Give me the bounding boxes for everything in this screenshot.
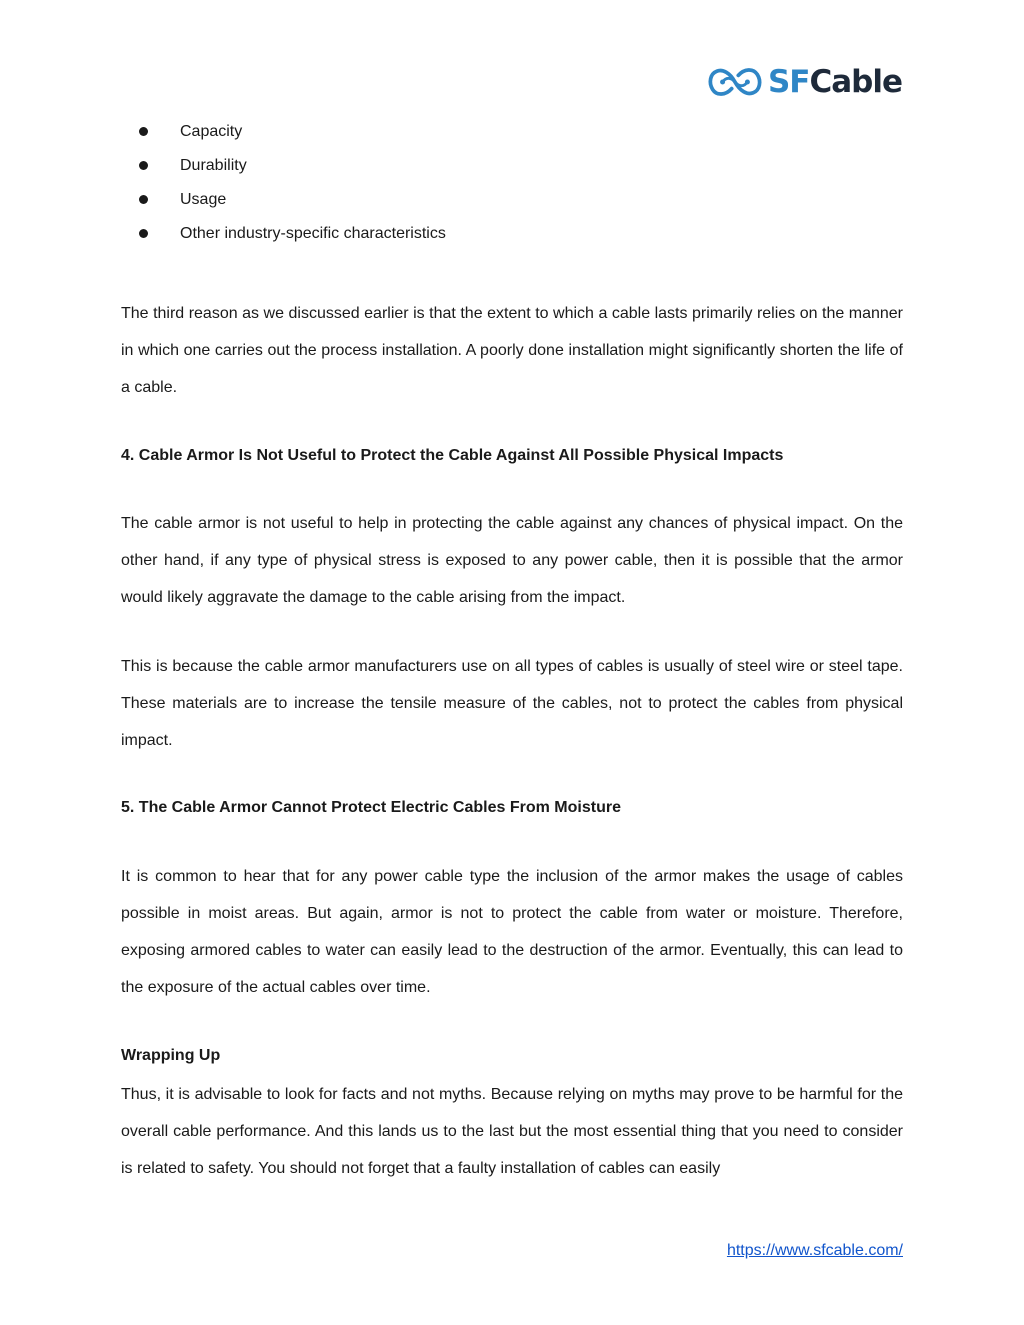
list-item	[121, 220, 446, 254]
characteristics-list	[121, 118, 446, 254]
bullet-icon	[139, 161, 148, 170]
section-4-paragraph-2: This is because the cable armor manufacturers use on all types of cables is usually of steel wire or steel tape. These materials are to increase the tensile measure of the cables, not to protect the cables from physical impact.	[121, 658, 903, 749]
sfcable-infinity-logo-icon	[706, 61, 764, 103]
list-item-text: Other industry-specific characteristics	[180, 225, 446, 242]
bullet-icon	[139, 229, 148, 238]
list-item-text: Durability	[180, 157, 247, 174]
bullet-icon	[139, 195, 148, 204]
section-4-heading: 4. Cable Armor Is Not Useful to Protect the Cable Against All Possible Physical Impacts	[121, 447, 784, 464]
brand-name-cable: Cable	[809, 63, 902, 100]
footer-website-link[interactable]: https://www.sfcable.com/	[726, 1242, 903, 1259]
section-4-paragraph-1: The cable armor is not useful to help in protecting the cable against any chances of physical impact. On the other hand, if any type of physical stress is exposed to any power cable, then it is possible that the armor would likely aggravate the damage to the cable arising from the impact.	[121, 515, 903, 606]
brand-name	[767, 63, 902, 100]
bullet-icon	[139, 127, 148, 136]
list-item	[121, 152, 446, 186]
brand-name-sf: SF	[767, 63, 810, 100]
wrapping-up-paragraph-1: Thus, it is advisable to look for facts and not myths. Because relying on myths may prove to be harmful for the overall cable performance. And this lands us to the last but the most essential thing that you need to consider is related to safety. You should not forget that a faulty installation of cables can easily	[121, 1086, 903, 1177]
section-5-paragraph-1: It is common to hear that for any power cable type the inclusion of the armor makes the usage of cables possible in moist areas. But again, armor is not to protect the cable from water or moisture. Therefore, exposing armored cables to water can easily lead to the destruction of the armor. Eventually, this can lead to the exposure of the actual cables over time.	[121, 868, 903, 996]
paragraph-third-reason: The third reason as we discussed earlier is that the extent to which a cable lasts primarily relies on the manner in which one carries out the process installation. A poorly done installation might significantly shorten the life of a cable.	[121, 305, 903, 396]
list-item-text: Capacity	[180, 123, 243, 140]
sfcable-logo	[706, 60, 902, 104]
list-item	[121, 186, 446, 220]
section-5-heading: 5. The Cable Armor Cannot Protect Electric Cables From Moisture	[121, 799, 621, 816]
list-item	[121, 118, 446, 152]
wrapping-up-heading: Wrapping Up	[121, 1047, 221, 1064]
list-item-text: Usage	[180, 191, 227, 208]
